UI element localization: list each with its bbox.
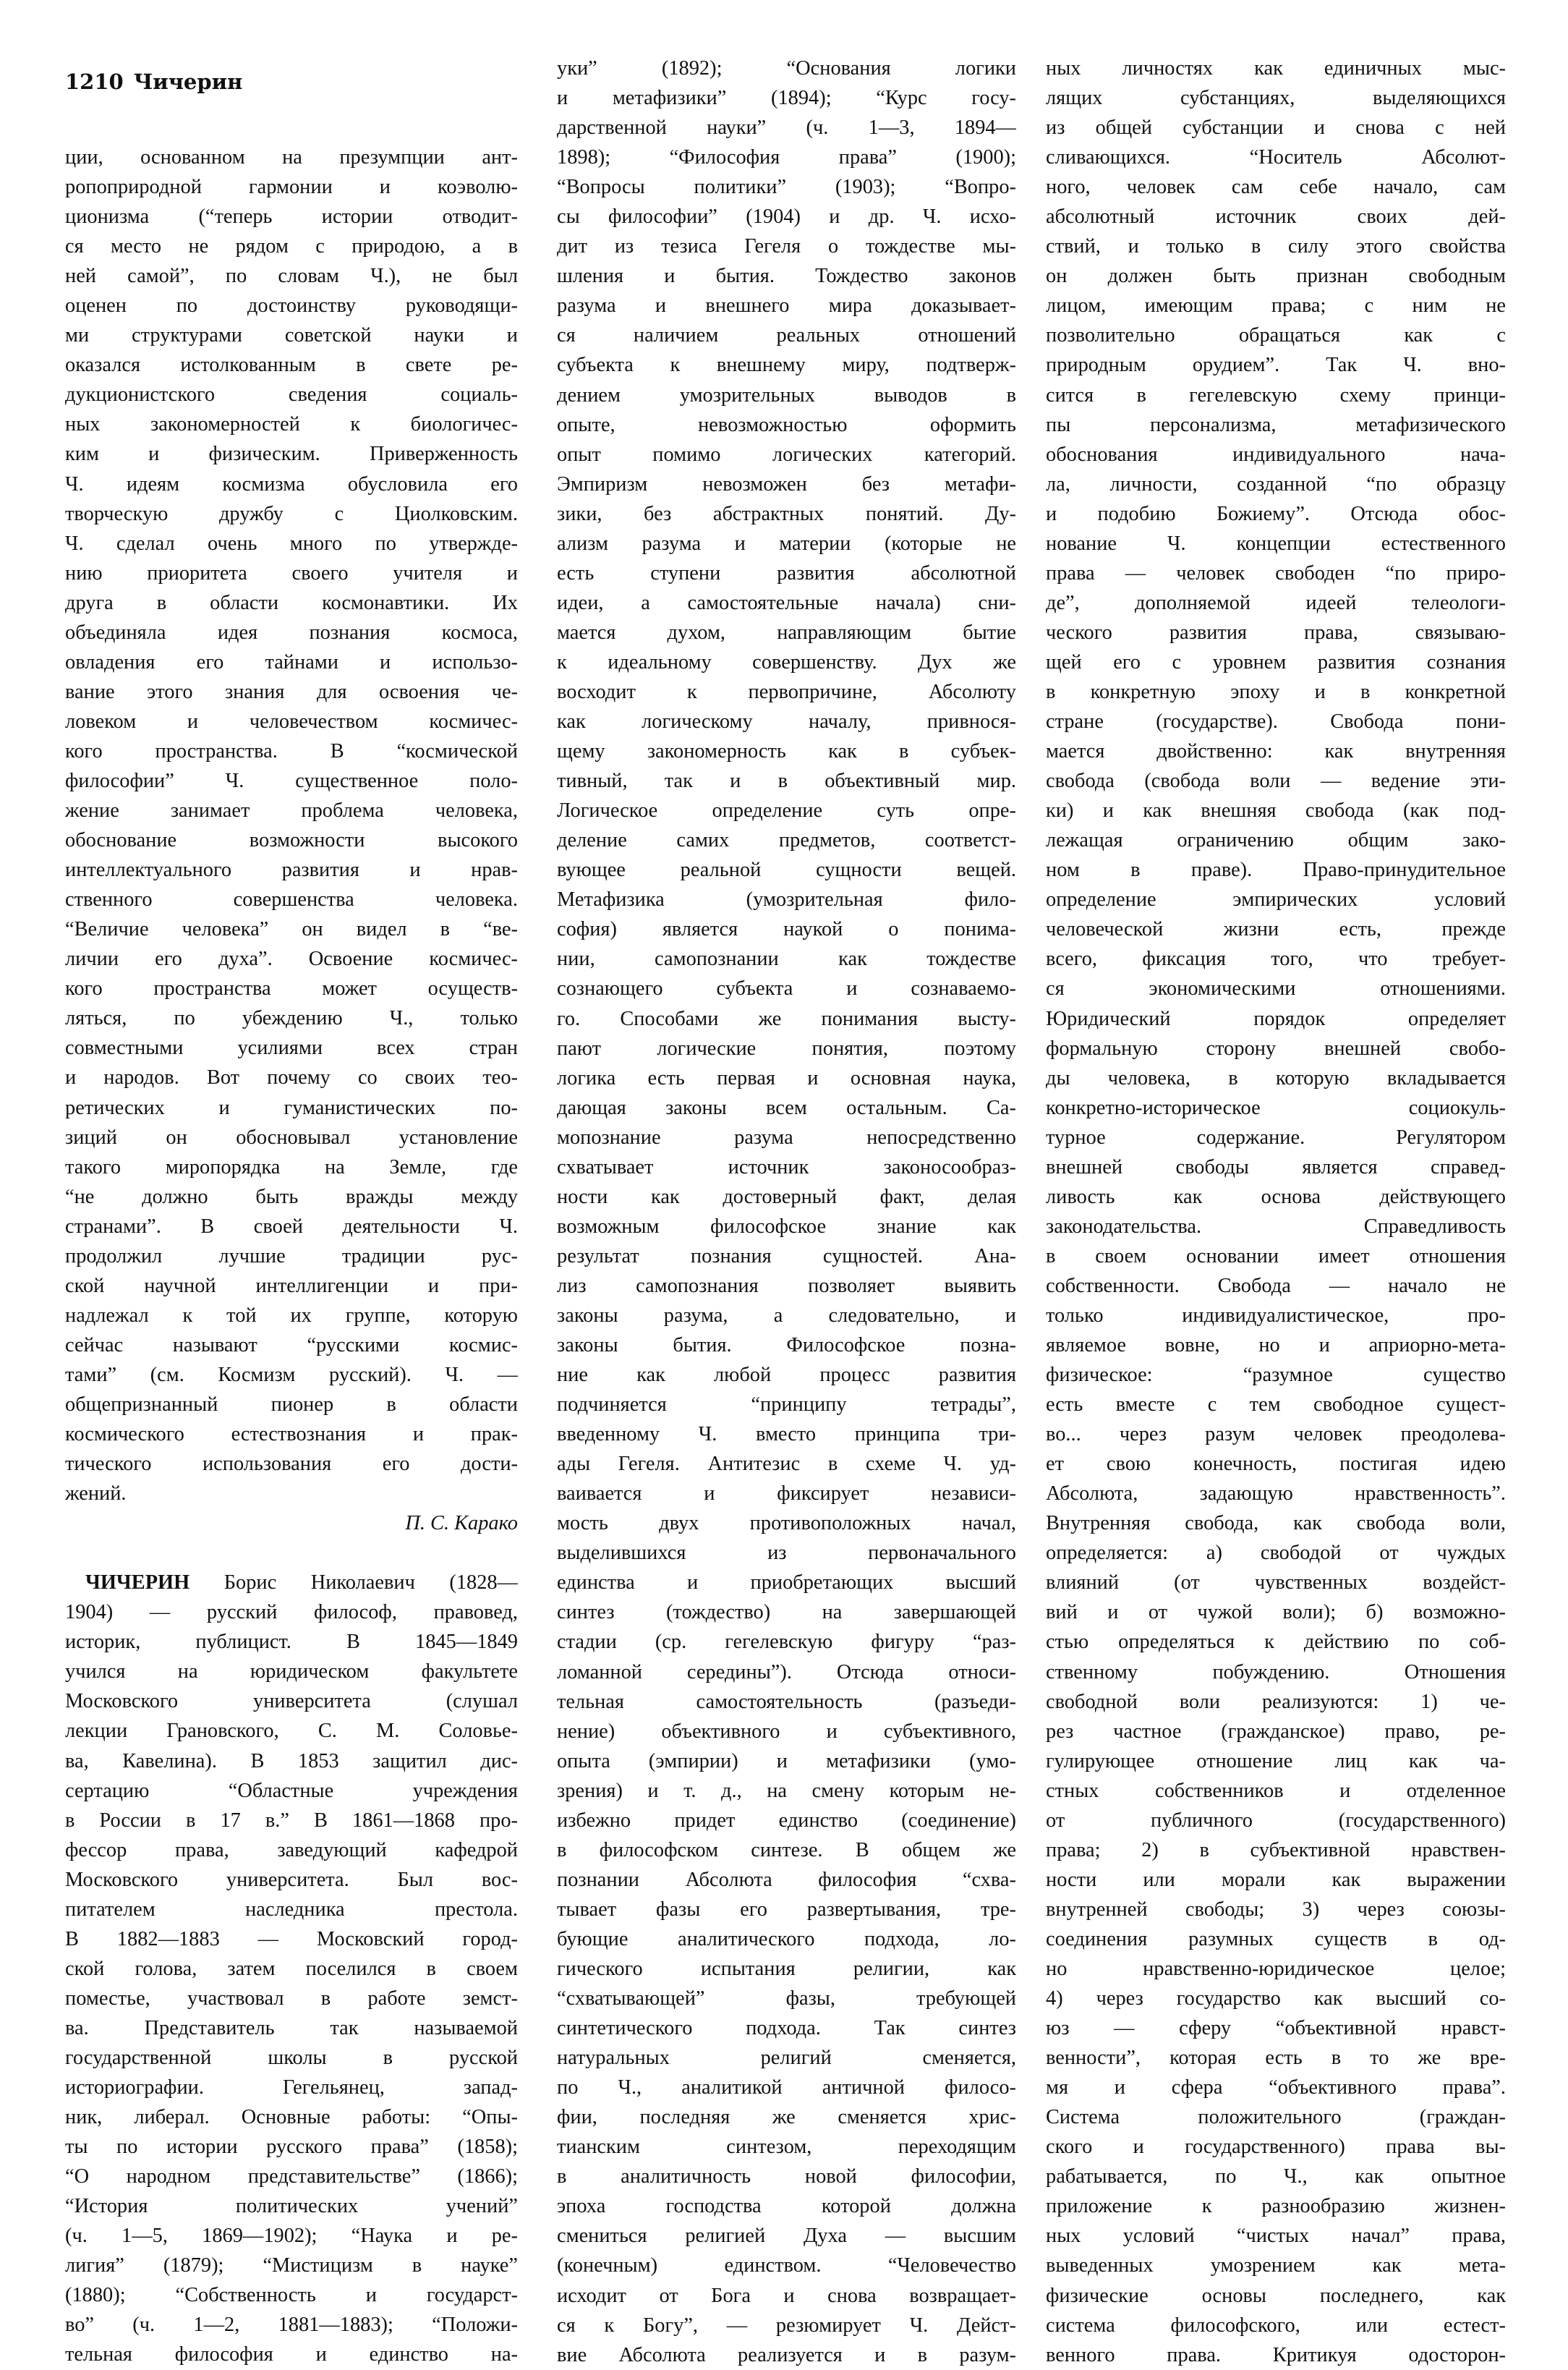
text-line: стадии (ср. гегелевскую фигуру “раз- [557, 1631, 1016, 1654]
text-line: философии” Ч. существенное поло- [65, 769, 518, 792]
text-line: “Величие человека” он видел в “ве- [65, 918, 518, 941]
text-line: и подобию Божиему”. Отсюда обос- [1046, 502, 1506, 525]
text-line: венности”, которая есть в то же вре- [1046, 2047, 1506, 2070]
text-line: он должен быть признан свободным [1046, 265, 1506, 288]
text-line: Логическое определение суть опре- [557, 799, 1016, 823]
text-line: ды человека, в которую вкладывается [1046, 1066, 1506, 1090]
text-line: физическое: “разумное существо [1046, 1364, 1506, 1387]
text-line: нию приоритета своего учителя и [65, 561, 518, 585]
text-line: кого пространства. В “космической [65, 739, 518, 763]
text-line: продолжил лучшие традиции рус- [65, 1244, 518, 1267]
text-line: ном в праве). Право-принудительное [1046, 859, 1506, 882]
text-line: субъекта к внешнему миру, подтверж- [557, 354, 1016, 377]
text-line: жение занимает проблема человека, [65, 799, 518, 823]
text-line: но нравственно-юридическое целое; [1046, 1958, 1506, 1980]
text-line: физические основы последнего, как [1046, 2284, 1506, 2307]
text-line: ки) и как внешняя свобода (как под- [1046, 799, 1506, 823]
text-line: тельная философия и единство на- [65, 2343, 518, 2366]
text-line: мается духом, направляющим бытие [557, 621, 1016, 644]
text-line: ных личностях как единичных мыс- [1046, 57, 1506, 80]
text-line: познании Абсолюта философия “схва- [557, 1868, 1016, 1891]
text-line: в России в 17 в.” В 1861—1868 про- [65, 1809, 518, 1832]
text-line: (конечным) единством. “Человечество [557, 2254, 1016, 2277]
text-line: опыт помимо логических категорий. [557, 443, 1016, 466]
text-line: мопознание разума непосредственно [557, 1126, 1016, 1149]
text-line: дарственной науки” (ч. 1—3, 1894— [557, 116, 1016, 140]
text-line: ва. Представитель так называемой [65, 2016, 518, 2039]
text-line: шления и бытия. Тождество законов [557, 265, 1016, 288]
text-line: в конкретную эпоху и в конкретной [1046, 680, 1506, 703]
text-line: тического использования его дости- [65, 1453, 518, 1476]
text-line: софия) является наукой о понима- [557, 918, 1016, 941]
column-3 [1046, 54, 1506, 2370]
text-line: государственной школы в русской [65, 2047, 518, 2069]
text-line: лиз самопознания позволяет выявить [557, 1274, 1016, 1297]
text-line: турное содержание. Регулятором [1046, 1126, 1506, 1149]
text-line: “О народном представительстве” (1866); [65, 2165, 518, 2188]
page-header [65, 64, 242, 100]
text-line: стью определяться к действию по соб- [1046, 1631, 1506, 1654]
text-line: внутренней свободы; 3) через союзы- [1046, 1898, 1506, 1921]
column-2 [557, 54, 1016, 2370]
text-line: ник, либерал. Основные работы: “Опы- [65, 2106, 518, 2129]
text-line: из общей субстанции и снова с ней [1046, 116, 1506, 140]
text-line: введенному Ч. вместо принципа три- [557, 1423, 1016, 1446]
text-line: дит из тезиса Гегеля о тождестве мы- [557, 235, 1016, 258]
entry-headword: ЧИЧЕРИН [85, 1571, 190, 1594]
text-line: зрения) и т. д., на смену которым не- [557, 1779, 1016, 1802]
text-line: ляться, по убеждению Ч., только [65, 1007, 518, 1030]
text-line: такого миропорядка на Земле, где [65, 1155, 518, 1178]
text-line: сейчас называют “русскими космис- [65, 1333, 518, 1356]
text-line: как логическому началу, привнося- [557, 710, 1016, 734]
text-line: поместье, участвовал в работе земст- [65, 1987, 518, 2010]
text-line: обоснование возможности высокого [65, 829, 518, 852]
text-line: “История политических учений” [65, 2195, 518, 2218]
text-line: нование Ч. концепции естественного [1046, 532, 1506, 555]
text-line: обоснования индивидуального нача- [1046, 443, 1506, 466]
entry-heading-rest: Борис Николаевич (1828— [189, 1571, 518, 1594]
text-line: Ч. идеям космизма обусловила его [65, 472, 518, 496]
text-line: ми структурами советской науки и [65, 324, 518, 347]
text-line: историографии. Гегельянец, запад- [65, 2076, 518, 2099]
text-line: ловеком и человечеством космичес- [65, 710, 518, 733]
text-line: 4) через государство как высший со- [1046, 1987, 1506, 2010]
text-line: права — человек свободен “по приро- [1046, 561, 1506, 585]
text-line: определение эмпирических условий [1046, 888, 1506, 912]
text-line: схватывает источник законосообраз- [557, 1155, 1016, 1178]
text-line: В 1882—1883 — Московский город- [65, 1927, 518, 1950]
text-line: ней самой”, по словам Ч.), не был [65, 265, 518, 288]
text-line: ся место не рядом с природою, а в [65, 235, 518, 258]
text-line: личии его духа”. Освоение космичес- [65, 948, 518, 971]
text-line: выведенных умозрением как мета- [1046, 2254, 1506, 2277]
text-line: сознающего субъекта и сознаваемо- [557, 977, 1016, 1001]
text-line: нение) объективного и субъективного, [557, 1720, 1016, 1743]
text-line: и народов. Вот почему со своих тео- [65, 1066, 518, 1090]
text-line: в аналитичность новой философии, [557, 2165, 1016, 2188]
text-line: права; 2) в субъективной нравствен- [1046, 1838, 1506, 1861]
text-line: щему закономерность как в субъек- [557, 740, 1016, 763]
text-line: есть вместе с тем свободное сущест- [1046, 1393, 1506, 1417]
text-line: совместными усилиями всех стран [65, 1037, 518, 1060]
text-line: вие Абсолюта реализуется и в разум- [557, 2343, 1016, 2366]
text-line: гического испытания религии, как [557, 1958, 1016, 1980]
text-line: логика есть первая и основная наука, [557, 1066, 1016, 1090]
text-line: уки” (1892); “Основания логики [557, 57, 1016, 80]
text-line: пают логические понятия, поэтому [557, 1037, 1016, 1060]
text-line: ет свою конечность, постигая идею [1046, 1453, 1506, 1476]
text-line: тами” (см. Космизм русский). Ч. — [65, 1363, 518, 1386]
text-line: тывает фазы его развертывания, тре- [557, 1898, 1016, 1921]
text-line: эпоха господства которой должна [557, 2195, 1016, 2218]
text-line: ние как любой процесс развития [557, 1364, 1016, 1387]
text-line: собственности. Свобода — начало не [1046, 1274, 1506, 1297]
column-1 [65, 143, 518, 2370]
text-line: учился на юридическом факультете [65, 1660, 518, 1683]
text-line: система философского, или естест- [1046, 2314, 1506, 2337]
text-line: природным орудием”. Так Ч. вно- [1046, 354, 1506, 377]
text-line: сливающихся. “Носитель Абсолют- [1046, 146, 1506, 169]
text-line: являемое вовне, но и априорно-мета- [1046, 1334, 1506, 1357]
text-line: дукционистского сведения социаль- [65, 383, 518, 407]
text-line: (ч. 1—5, 1869—1902); “Наука и ре- [65, 2225, 518, 2248]
text-line: ла, личности, созданной “по образцу [1046, 472, 1506, 496]
text-line: законы бытия. Философское позна- [557, 1334, 1016, 1357]
page-number: 1210 [65, 69, 124, 94]
text-line: Московского университета. Был вос- [65, 1868, 518, 1891]
text-line: исходит от Бога и снова возвращает- [557, 2284, 1016, 2307]
text-line: вующее реальной сущности вещей. [557, 859, 1016, 882]
text-line: творческую дружбу с Циолковским. [65, 502, 518, 525]
text-line: определяется: а) свободой от чуждых [1046, 1542, 1506, 1565]
entry-gap [65, 1538, 518, 1568]
text-line: восходит к первопричине, Абсолюту [557, 680, 1016, 703]
text-line: Ч. сделал очень много по утвержде- [65, 532, 518, 555]
text-line: во... через разум человек преодолева- [1046, 1423, 1506, 1446]
text-line: ных условий “чистых начал” права, [1046, 2225, 1506, 2248]
text-line: тианским синтезом, переходящим [557, 2136, 1016, 2159]
text-line: “схватывающей” фазы, требующей [557, 1987, 1016, 2010]
text-line: Эмпиризм невозможен без метафи- [557, 472, 1016, 496]
text-line: жений. [65, 1482, 127, 1505]
text-line: зиций он обосновывал установление [65, 1126, 518, 1149]
text-line: натуральных религий сменяется, [557, 2047, 1016, 2070]
text-line: пы персонализма, метафизического [1046, 413, 1506, 436]
text-line: приложение к разнообразию жизнен- [1046, 2195, 1506, 2218]
text-line: Московского университета (слушал [65, 1690, 518, 1713]
text-line: синтетического подхода. Так синтез [557, 2017, 1016, 2040]
text-line: зики, без абстрактных понятий. Ду- [557, 502, 1016, 525]
text-line: и метафизики” (1894); “Курс госу- [557, 87, 1016, 110]
text-line: мость двух противоположных начал, [557, 1512, 1016, 1535]
text-line: внешней свободы является справед- [1046, 1155, 1506, 1178]
text-line: (1880); “Собственность и государст- [65, 2284, 518, 2307]
text-line: ственному побуждению. Отношения [1046, 1660, 1506, 1683]
text-line: ческого развития права, связываю- [1046, 621, 1506, 644]
text-line: бующие аналитического подхода, ло- [557, 1927, 1016, 1950]
text-line: Юридический порядок определяет [1046, 1007, 1506, 1030]
text-line: “не должно быть вражды между [65, 1185, 518, 1208]
text-line: результат познания сущностей. Ана- [557, 1244, 1016, 1267]
text-line: ного, человек сам себе начало, сам [1046, 176, 1506, 199]
text-line: синтез (тождество) на завершающей [557, 1601, 1016, 1624]
text-line: ся наличием реальных отношений [557, 324, 1016, 347]
text-line: разума и внешнего мира доказывает- [557, 294, 1016, 318]
text-line: ции, основанном на презумпции ант- [65, 146, 518, 169]
running-title: Чичерин [133, 69, 243, 94]
text-line: тельная самостоятельность (разъеди- [557, 1690, 1016, 1713]
text-line: щей его с уровнем развития сознания [1046, 650, 1506, 674]
text-line: питателем наследника престола. [65, 1898, 518, 1921]
text-line: фессор права, заведующий кафедрой [65, 1838, 518, 1861]
text-line: ретических и гуманистических по- [65, 1096, 518, 1119]
text-line: выделившихся из первоначального [557, 1542, 1016, 1565]
text-line: единства и приобретающих высший [557, 1571, 1016, 1594]
text-line: сится в гегелевскую схему принци- [1046, 383, 1506, 407]
text-line: законы разума, а следовательно, и [557, 1304, 1016, 1327]
text-line: ской голова, затем поселился в своем [65, 1957, 518, 1980]
text-line: конкретно-историческое социокуль- [1046, 1096, 1506, 1119]
text-line: законодательства. Справедливость [1046, 1215, 1506, 1238]
text-line: ской научной интеллигенции и при- [65, 1274, 518, 1297]
text-line: рабатывается, по Ч., как опытное [1046, 2165, 1506, 2188]
text-line: в философском синтезе. В общем же [557, 1838, 1016, 1861]
text-line: лящих субстанциях, выделяющихся [1046, 87, 1506, 110]
text-line: интеллектуального развития и нрав- [65, 859, 518, 882]
text-line: ствий, и только в силу этого свойства [1046, 235, 1506, 258]
entry-heading-line [65, 1568, 518, 1597]
text-line: ломанной середины”). Отсюда относи- [557, 1660, 1016, 1683]
text-line: космического естествознания и прак- [65, 1423, 518, 1446]
text-line: опыте, невозможностью оформить [557, 413, 1016, 436]
text-line: историк, публицист. В 1845—1849 [65, 1631, 518, 1654]
text-line: друга в области космонавтики. Их [65, 591, 518, 614]
text-line: сы философии” (1904) и др. Ч. исхо- [557, 205, 1016, 229]
text-line: деление самих предметов, соответст- [557, 829, 1016, 852]
text-line: де”, дополняемой идеей телеологи- [1046, 591, 1506, 614]
text-line: рез частное (гражданское) право, ре- [1046, 1720, 1506, 1743]
text-line: ады Гегеля. Антитезис в схеме Ч. уд- [557, 1453, 1016, 1476]
text-line: Метафизика (умозрительная фило- [557, 888, 1016, 912]
text-line: кого пространства может осуществ- [65, 977, 518, 1001]
text-line: свобода (свобода воли — ведение эти- [1046, 770, 1506, 793]
text-line: вий и от чужой воли); б) возможно- [1046, 1601, 1506, 1624]
text-line: 1898); “Философия права” (1900); [557, 146, 1016, 169]
text-line: ционизма (“теперь истории отводит- [65, 205, 518, 229]
text-line: от публичного (государственного) [1046, 1809, 1506, 1832]
text-line: оценен по достоинству руководящи- [65, 294, 518, 318]
text-line: лежащая ограничению общим зако- [1046, 829, 1506, 852]
text-line: ся к Богу”, — резюмирует Ч. Дейст- [557, 2314, 1016, 2337]
text-line: объединяла идея познания космоса, [65, 621, 518, 644]
text-line: лицом, имеющим права; с ним не [1046, 294, 1506, 318]
text-line: Внутренняя свобода, как свобода воли, [1046, 1512, 1506, 1535]
text-line: по Ч., аналитикой античной филосо- [557, 2076, 1016, 2099]
text-line: надлежал к той их группе, которую [65, 1304, 518, 1327]
text-line: лекции Грановского, С. М. Соловье- [65, 1720, 518, 1743]
text-line: ливость как основа действующего [1046, 1185, 1506, 1208]
text-line: возможным философское знание как [557, 1215, 1016, 1238]
text-line: стных собственников и отделенное [1046, 1779, 1506, 1802]
text-line: позволительно обращаться как с [1046, 324, 1506, 347]
text-line: соединения разумных существ в од- [1046, 1927, 1506, 1950]
text-line: формальную сторону внешней свобо- [1046, 1037, 1506, 1060]
text-line: сертацию “Областные учреждения [65, 1779, 518, 1802]
text-line: всего, фиксация того, что требует- [1046, 948, 1506, 971]
text-line: венного права. Критикуя одосторон- [1046, 2343, 1506, 2366]
text-line: ваивается и фиксирует независи- [557, 1482, 1016, 1505]
text-line: Абсолюта, задающую нравственность”. [1046, 1482, 1506, 1505]
text-line: есть ступени развития абсолютной [557, 561, 1016, 585]
text-line: во” (ч. 1—2, 1881—1883); “Положи- [65, 2314, 518, 2337]
text-line: ности как достоверный факт, делая [557, 1185, 1016, 1208]
text-line: лигия” (1879); “Мистицизм в науке” [65, 2254, 518, 2277]
text-line: вание этого знания для освоения че- [65, 680, 518, 703]
text-line: ся экономическими отношениями. [1046, 977, 1506, 1001]
text-line: подчиняется “принципу тетрады”, [557, 1393, 1016, 1417]
text-line: фии, последняя же сменяется хрис- [557, 2106, 1016, 2129]
text-line: общепризнанный пионер в области [65, 1393, 518, 1416]
text-line: идеи, а самостоятельные начала) сни- [557, 591, 1016, 614]
text-line: в своем основании имеет отношения [1046, 1244, 1506, 1267]
text-line: ных закономерностей к биологичес- [65, 413, 518, 436]
text-line: гулирующее отношение лиц как ча- [1046, 1749, 1506, 1772]
text-line: ского и государственного) права вы- [1046, 2136, 1506, 2159]
text-line: ности или морали как выражении [1046, 1868, 1506, 1891]
text-line: оказался истолкованным в свете ре- [65, 354, 518, 377]
text-line: абсолютный источник своих дей- [1046, 205, 1506, 229]
text-line: го. Способами же понимания высту- [557, 1007, 1016, 1030]
text-line: стране (государстве). Свобода пони- [1046, 710, 1506, 734]
text-line: только индивидуалистическое, про- [1046, 1304, 1506, 1327]
text-line: к идеальному совершенству. Дух же [557, 650, 1016, 674]
text-line: ственного совершенства человека. [65, 888, 518, 912]
text-line: нии, самопознании как тождестве [557, 948, 1016, 971]
text-line: дением умозрительных выводов в [557, 383, 1016, 407]
text-line: опыта (эмпирии) и метафизики (умо- [557, 1749, 1016, 1772]
text-line: ализм разума и материи (которые не [557, 532, 1016, 555]
text-line: тивный, так и в объективный мир. [557, 770, 1016, 793]
text-line: юз — сферу “объективной нравст- [1046, 2017, 1506, 2040]
text-line: смениться религией Духа — высшим [557, 2225, 1016, 2248]
text-line: странами”. В своей деятельности Ч. [65, 1215, 518, 1238]
author-signature: П. С. Карако [405, 1512, 518, 1535]
text-line: свободной воли реализуются: 1) че- [1046, 1690, 1506, 1713]
text-line: избежно придет единство (соединение) [557, 1809, 1016, 1832]
text-line: влияний (от чувственных воздейст- [1046, 1571, 1506, 1594]
text-line: человеческой жизни есть, прежде [1046, 918, 1506, 941]
text-line: ва, Кавелина). В 1853 защитил дис- [65, 1749, 518, 1772]
text-line: овладения его тайнами и использо- [65, 650, 518, 674]
text-line: мя и сфера “объективного права”. [1046, 2076, 1506, 2099]
text-line: ропоприродной гармонии и коэволю- [65, 176, 518, 199]
text-line: ким и физическим. Приверженность [65, 443, 518, 466]
text-line: ты по истории русского права” (1858); [65, 2136, 518, 2159]
text-line: 1904) — русский философ, правовед, [65, 1601, 518, 1624]
text-line: “Вопросы политики” (1903); “Вопро- [557, 176, 1016, 199]
text-line: дающая законы всем остальным. Са- [557, 1096, 1016, 1119]
text-line: мается двойственно: как внутренняя [1046, 740, 1506, 763]
text-line: Система положительного (граждан- [1046, 2106, 1506, 2129]
